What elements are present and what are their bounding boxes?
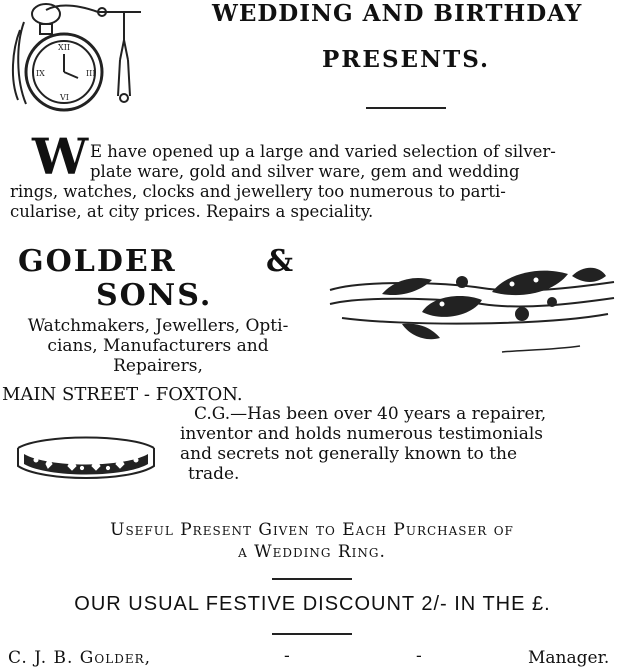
cg-line: inventor and holds numerous testimonials <box>180 424 544 444</box>
trades-line: cians, Manufacturers and <box>47 336 269 356</box>
firm-name-golder: GOLDER <box>18 244 177 279</box>
headline-wedding-birthday: WEDDING AND BIRTHDAY <box>212 0 583 27</box>
shop-address: MAIN STREET - FOXTON. <box>2 384 243 405</box>
intro-line: E have opened up a large and varied selection of silver- <box>90 142 556 161</box>
signature-dash: - <box>416 646 422 666</box>
intro-line: rings, watches, clocks and jewellery too numerous to parti- <box>10 182 506 201</box>
trades-line: Watchmakers, Jewellers, Opti- <box>27 316 289 336</box>
headline-presents: PRESENTS. <box>322 46 491 73</box>
cg-line: C.G.—Has been over 40 years a repairer, <box>194 404 547 424</box>
signature-dash: - <box>284 646 290 666</box>
cg-line: trade. <box>188 464 240 484</box>
brooch-icon <box>322 252 622 362</box>
intro-paragraph <box>10 142 614 222</box>
intro-line: plate ware, gold and silver ware, gem and wedding <box>90 162 520 181</box>
trades-description <box>8 316 308 376</box>
svg-text:IX: IX <box>36 69 45 78</box>
svg-text:III: III <box>86 69 96 78</box>
signature-role: Manager. <box>528 648 610 668</box>
divider-rule <box>272 633 352 635</box>
festive-discount: OUR USUAL FESTIVE DISCOUNT 2/- IN THE £. <box>74 593 551 615</box>
wedding-ring-offer <box>20 519 604 563</box>
pocket-watch-icon <box>6 0 146 115</box>
firm-name-ampersand: & <box>266 244 294 279</box>
offer-line: a Wedding Ring. <box>238 542 386 562</box>
intro-line: cularise, at city prices. Repairs a speciality. <box>10 202 374 221</box>
offer-line: Useful Present Given to Each Purchaser of <box>110 520 514 540</box>
svg-text:VI: VI <box>60 93 69 102</box>
drop-cap: W <box>32 127 89 186</box>
svg-text:XII: XII <box>58 43 71 52</box>
cg-line: and secrets not generally known to the <box>180 444 518 464</box>
divider-rule <box>272 578 352 580</box>
ring-icon <box>12 428 160 488</box>
cg-testimonial-note <box>180 404 614 484</box>
firm-name-sons: SONS. <box>96 278 213 313</box>
trades-line: Repairers, <box>113 356 203 376</box>
signature-name: C. J. B. Golder, <box>8 648 152 668</box>
divider-rule <box>366 107 446 109</box>
